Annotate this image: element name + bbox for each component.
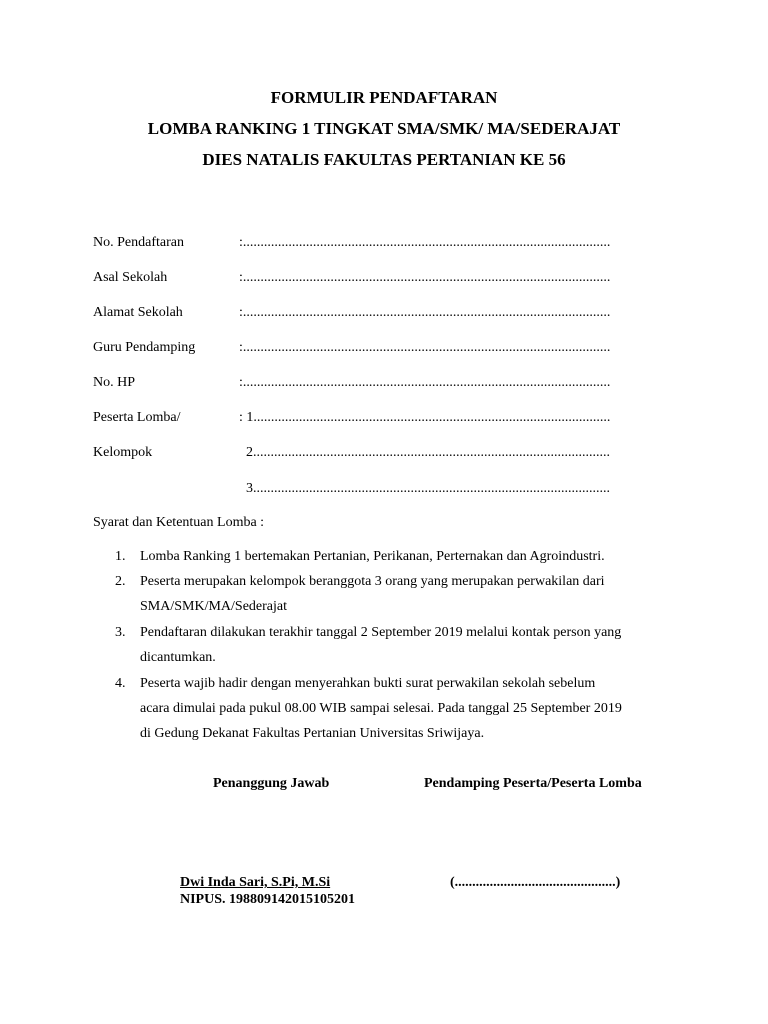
signer-name: Dwi Inda Sari, S.Pi, M.Si: [180, 875, 331, 890]
term-number: 3.: [115, 625, 126, 640]
term-text: Pendaftaran dilakukan terakhir tanggal 2 September 2019 melalui kontak person yang: [140, 625, 622, 640]
term-text: dicantumkan.: [140, 650, 216, 665]
field-label-phone: No. HP: [93, 375, 136, 390]
field-label-school-origin: Asal Sekolah: [93, 270, 168, 285]
competition-title: LOMBA RANKING 1 TINGKAT SMA/SMK/ MA/SEDERAJAT: [147, 119, 621, 138]
term-number: 2.: [115, 574, 126, 589]
signer-id: NIPUS. 198809142015105201: [180, 892, 356, 907]
companion-signature-blank: (..............................................): [450, 875, 621, 890]
term-text: Peserta merupakan kelompok beranggota 3 orang yang merupakan perwakilan dari: [140, 574, 605, 589]
term-text: di Gedung Dekanat Fakultas Pertanian Universitas Sriwijaya.: [140, 726, 485, 741]
terms-heading: Syarat dan Ketentuan Lomba :: [93, 515, 265, 530]
term-number: 4.: [115, 676, 126, 691]
term-text: acara dimulai pada pukul 08.00 WIB sampai selesai. Pada tanggal 25 September 2019: [140, 701, 622, 716]
field-blank-phone: :.........................................................................................................: [239, 375, 611, 390]
field-label-group: Kelompok: [93, 445, 153, 460]
field-blank-participant-2: 2......................................................................................................: [246, 445, 610, 460]
field-blank-teacher: :.........................................................................................................: [239, 340, 611, 355]
term-number: 1.: [115, 549, 126, 564]
form-title: FORMULIR PENDAFTARAN: [270, 88, 498, 107]
event-title: DIES NATALIS FAKULTAS PERTANIAN KE 56: [202, 150, 566, 169]
term-text: Peserta wajib hadir dengan menyerahkan bukti surat perwakilan sekolah sebelum: [140, 676, 596, 691]
field-label-school-address: Alamat Sekolah: [93, 305, 183, 320]
field-blank-school-address: :.........................................................................................................: [239, 305, 611, 320]
field-blank-school-origin: :.........................................................................................................: [239, 270, 611, 285]
responsible-heading: Penanggung Jawab: [213, 776, 330, 791]
field-label-teacher: Guru Pendamping: [93, 340, 196, 355]
field-blank-participant-3: 3......................................................................................................: [246, 481, 610, 496]
term-text: Lomba Ranking 1 bertemakan Pertanian, Perikanan, Perternakan dan Agroindustri.: [140, 549, 605, 564]
field-blank-registration-number: :.........................................................................................................: [239, 235, 611, 250]
companion-heading: Pendamping Peserta/Peserta Lomba: [424, 776, 642, 791]
field-label-registration-number: No. Pendaftaran: [93, 235, 184, 250]
field-label-participants: Peserta Lomba/: [93, 410, 181, 425]
term-text: SMA/SMK/MA/Sederajat: [140, 599, 287, 614]
field-blank-participant-1: : 1......................................................................................................: [239, 410, 611, 425]
